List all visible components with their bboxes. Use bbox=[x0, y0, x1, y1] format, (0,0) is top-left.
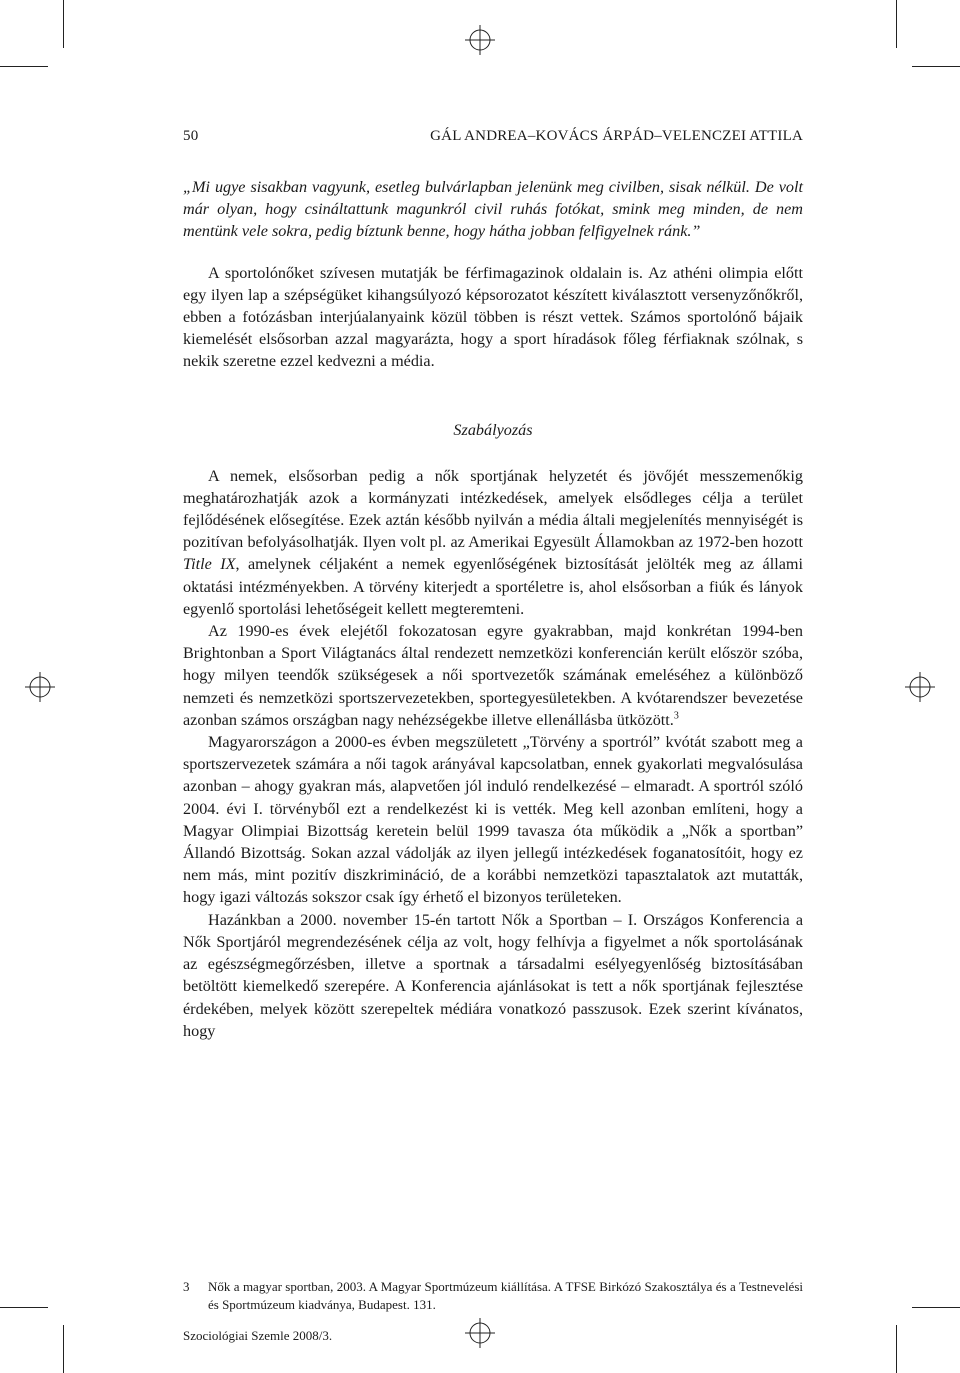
section-media-paragraphs bbox=[183, 262, 803, 373]
crop-mark-top-right-vertical bbox=[896, 0, 897, 48]
crop-mark-top-right-horizontal bbox=[912, 66, 960, 67]
running-title: GÁL ANDREA–KOVÁCS ÁRPÁD–VELENCZEI ATTILA bbox=[430, 128, 803, 144]
page-number: 50 bbox=[183, 128, 199, 144]
running-header bbox=[183, 128, 803, 154]
quote-text: „Mi ugye sisakban vagyunk, esetleg bulvárlapban jelenünk meg civilben, sisak nélkül. De volt már olyan, hogy csináltattunk magunkról civil ruhás fotókat, smink meg minden, de nem mentünk vele sokra, pedig bíztunk benne, hogy hátha jobban felfigyelnek ránk.” bbox=[183, 178, 803, 241]
section-regulation-paragraphs bbox=[183, 465, 803, 1042]
footnote-number: 3 bbox=[183, 1279, 190, 1294]
crop-mark-top-left-horizontal bbox=[0, 66, 48, 67]
footnote bbox=[183, 1278, 803, 1314]
title-ix-term: Title IX bbox=[183, 555, 236, 574]
paragraph: A sportolónőket szívesen mutatják be férfimagazinok oldalain is. Az athéni olimpia előtt egy ilyen lap a szépségüket kihangsúlyozó képsorozatot készített kiválasztott versenyzőnőkről, ebben a fotózásban interjúalanyaink közül többen is részt vettek. Számos sportolónő bájaik kiemelését elsősorban azzal magyarázta, hogy a sport híradások főleg férfiaknak szólnak, s nekik szeretne ezzel kedvezni a média. bbox=[183, 263, 803, 371]
registration-mark-top-icon bbox=[465, 25, 495, 55]
page-content bbox=[183, 128, 803, 1343]
paragraph: Hazánkban a 2000. november 15-én tartott Nők a Sportban – I. Országos Konferencia a Nők Sportjáról megrendezésének célja az volt, hogy felhívja a figyelmet a nők sportolásának az egészségmegőrzésben, illetve a sportnak a társadalmi esélyegyenlőség biztosításában betöltött kiemelkedő szerepére. A Konferencia ajánlásokat is tett a nők sportjának fejlesztése érdekében, melyek között szerepeltek médiára vonatkozó passzusok. Ezek szerint kívánatos, hogy bbox=[183, 910, 803, 1040]
crop-mark-bottom-right-horizontal bbox=[912, 1307, 960, 1308]
registration-mark-right-icon bbox=[905, 672, 935, 702]
footnote-reference[interactable]: 3 bbox=[673, 710, 679, 722]
paragraph: Az 1990-es évek elejétől fokozatosan egyre gyakrabban, majd konkrétan 1994-ben Brightonban a Sport Világtanács által rendezett nemzetközi konferencián került először szóba, hogy milyen teendők szükségesek a női sportvezetők számának emeléséhez a különböző nemzeti és nemzetközi sportszervezetekben, sportegyesületekben. A kvótarendszer bevezetése azonban számos országban nagy nehézségekbe illetve ellenállásba ütközött.$^3$ bbox=[183, 622, 803, 729]
paragraph: A nemek, elsősorban pedig a nők sportjának helyzetét és jövőjét messzemenőkig meghatározhatják azok a kormányzati intézkedések, amelyek elsődleges célja a terület fejlődésének elősegítése. Ezek aztán később nyilván a média általi megjelenítés mennyiségét is pozitívan befolyásolhatják. Ilyen volt pl. az Amerikai Egyesült Államokban az 1972-ben hozott Title IX, amelynek céljaként a nemek egyenlőségének biztosítását jelölték meg az állami oktatási intézményekben. A törvény kiterjedt a sportéletre is, ahol elsősorban a fiúk és lányok egyenlő sportolási lehetőségeit kellett megteremteni. bbox=[183, 466, 803, 618]
paragraph: Magyarországon a 2000-es évben megszületett „Törvény a sportról” kvótát szabott meg a sportszervezetek számára a női tagok arányával kapcsolatban, ennek gyakorlati megvalósulása azonban – ahogy gyakran más, alapvetően jól induló rendelkezésé – elmaradt. A sportról szóló 2004. évi I. törvényből ezt a rendelkezést ki is vették. Meg kell azonban említeni, hogy a Magyar Olimpiai Bizottság keretein belül 1999 tavasza óta működik a „Nők a sportban” Állandó Bizottság. Sokan azzal vádolják az ilyen jellegű intézkedések foganatosítóit, hogy ez nem más, mint pozitív diszkrimináció, de a korábbi nemzetközi tapasztalatok azt mutatták, hogy igazi változás sokszor csak így érhető el bizonyos területeken. bbox=[183, 733, 803, 907]
registration-mark-bottom-icon bbox=[465, 1318, 495, 1348]
interview-quote bbox=[183, 176, 803, 243]
registration-mark-left-icon bbox=[25, 672, 55, 702]
crop-mark-bottom-left-horizontal bbox=[0, 1307, 48, 1308]
crop-mark-top-left-vertical bbox=[63, 0, 64, 48]
journal-footer: Szociológiai Szemle 2008/3. bbox=[183, 1328, 333, 1343]
crop-mark-bottom-right-vertical bbox=[896, 1325, 897, 1373]
section-title: Szabályozás bbox=[453, 420, 533, 439]
crop-mark-bottom-left-vertical bbox=[63, 1325, 64, 1373]
footnote-text: Nők a magyar sportban, 2003. A Magyar Sportmúzeum kiállítása. A TFSE Birkózó Szakosztálya és a Testnevelési és Sportmúzeum kiadványa, Budapest. 131. bbox=[208, 1279, 803, 1312]
